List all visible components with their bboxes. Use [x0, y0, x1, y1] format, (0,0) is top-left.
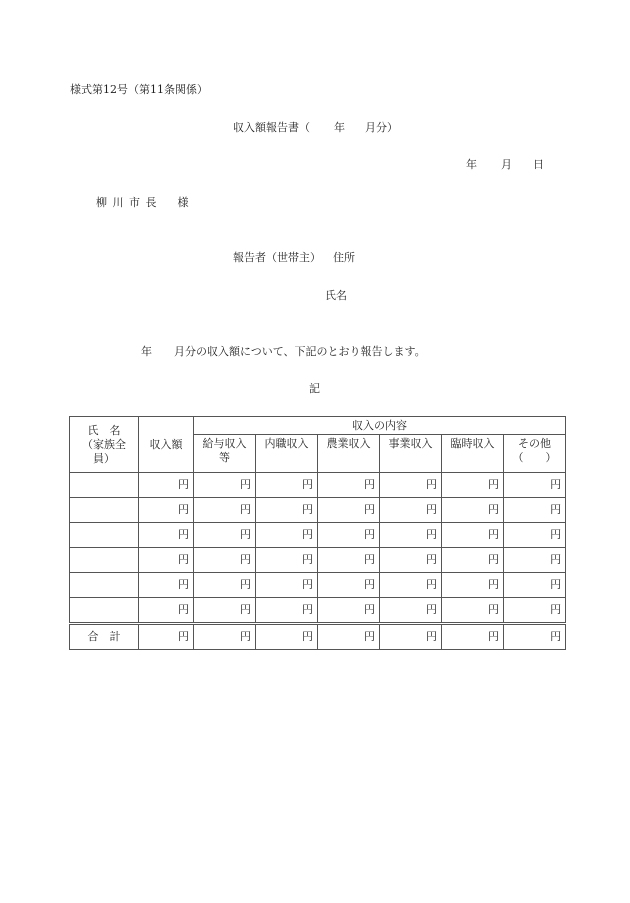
yen-unit: 円: [240, 603, 251, 616]
total-amount-cell[interactable]: [380, 624, 442, 650]
yen-unit: 円: [488, 528, 499, 541]
yen-unit: 円: [426, 553, 437, 566]
yen-unit: 円: [240, 578, 251, 591]
statement-year: 年: [141, 345, 152, 358]
income-amount-cell[interactable]: [139, 498, 194, 523]
family-member-name-cell[interactable]: [70, 598, 139, 624]
income-detail-cell[interactable]: [194, 473, 256, 498]
yen-unit: 円: [302, 528, 313, 541]
yen-unit: 円: [240, 528, 251, 541]
income-detail-cell[interactable]: [442, 498, 504, 523]
income-table: [69, 416, 566, 650]
income-detail-cell[interactable]: [442, 548, 504, 573]
table-row: [70, 498, 566, 523]
date-day: 日: [533, 158, 544, 171]
table-row: [70, 573, 566, 598]
yen-unit: 円: [364, 553, 375, 566]
yen-unit: 円: [364, 603, 375, 616]
yen-unit: 円: [488, 553, 499, 566]
yen-unit: 円: [178, 630, 189, 643]
yen-unit: 円: [178, 478, 189, 491]
total-amount-cell[interactable]: [256, 624, 318, 650]
yen-unit: 円: [302, 503, 313, 516]
income-amount-cell[interactable]: [139, 548, 194, 573]
table-row: [70, 548, 566, 573]
yen-unit: 円: [364, 528, 375, 541]
total-amount-cell[interactable]: [318, 624, 380, 650]
yen-unit: 円: [302, 478, 313, 491]
addressee-name: 柳 川 市 長: [96, 196, 158, 209]
title-month: 月分）: [365, 121, 398, 134]
title-year: 年: [334, 121, 345, 134]
address-label: 住所: [333, 251, 355, 264]
date-year: 年: [466, 158, 477, 171]
date-month: 月: [501, 158, 512, 171]
yen-unit: 円: [550, 528, 562, 541]
income-amount-cell[interactable]: [139, 523, 194, 548]
category-header: 収入の内容: [194, 417, 566, 435]
yen-unit: 円: [550, 603, 562, 616]
sub-header-piecework: 内職収入: [256, 435, 318, 473]
income-detail-cell[interactable]: [442, 523, 504, 548]
statement: [141, 345, 426, 359]
income-detail-cell[interactable]: [504, 548, 566, 573]
income-detail-cell[interactable]: [256, 573, 318, 598]
income-detail-cell[interactable]: [442, 573, 504, 598]
sub-header-other: [504, 435, 566, 473]
reporter-label: 報告者（世帯主）: [233, 251, 321, 264]
yen-unit: 円: [488, 578, 499, 591]
income-detail-cell[interactable]: [194, 598, 256, 624]
income-detail-cell[interactable]: [194, 498, 256, 523]
total-amount-cell[interactable]: [442, 624, 504, 650]
table-row: [70, 523, 566, 548]
income-detail-cell[interactable]: [318, 498, 380, 523]
yen-unit: 円: [302, 630, 313, 643]
yen-unit: 円: [240, 503, 251, 516]
sub-header-business: 事業収入: [380, 435, 442, 473]
yen-unit: 円: [178, 578, 189, 591]
income-detail-cell[interactable]: [442, 473, 504, 498]
addressee-honorific: 様: [177, 196, 190, 209]
total-amount-cell[interactable]: [504, 624, 566, 650]
income-detail-cell[interactable]: [504, 573, 566, 598]
yen-unit: 円: [550, 503, 562, 516]
income-detail-cell[interactable]: [256, 598, 318, 624]
total-amount-cell[interactable]: [194, 624, 256, 650]
family-member-name-cell[interactable]: [70, 523, 139, 548]
yen-unit: 円: [426, 503, 437, 516]
income-detail-cell[interactable]: [318, 473, 380, 498]
yen-unit: 円: [364, 478, 375, 491]
family-member-name-cell[interactable]: [70, 473, 139, 498]
yen-unit: 円: [364, 630, 375, 643]
income-detail-cell[interactable]: [256, 498, 318, 523]
income-detail-cell[interactable]: [504, 473, 566, 498]
income-detail-cell[interactable]: [380, 473, 442, 498]
family-member-name-cell[interactable]: [70, 498, 139, 523]
income-amount-cell[interactable]: [139, 598, 194, 624]
amount-header: 収入額: [139, 417, 194, 473]
yen-unit: 円: [426, 603, 437, 616]
income-detail-cell[interactable]: [380, 598, 442, 624]
yen-unit: 円: [240, 478, 251, 491]
yen-unit: 円: [302, 578, 313, 591]
income-amount-cell[interactable]: [139, 573, 194, 598]
yen-unit: 円: [426, 478, 437, 491]
name-header: [70, 417, 139, 473]
income-detail-cell[interactable]: [380, 573, 442, 598]
income-detail-cell[interactable]: [504, 523, 566, 548]
family-member-name-cell[interactable]: [70, 573, 139, 598]
income-detail-cell[interactable]: [380, 548, 442, 573]
income-detail-cell[interactable]: [318, 548, 380, 573]
total-row: [70, 624, 566, 650]
yen-unit: 円: [426, 578, 437, 591]
sub-header-other-paren: （ ）: [512, 451, 557, 464]
yen-unit: 円: [178, 503, 189, 516]
ki-heading: 記: [309, 382, 320, 395]
income-detail-cell[interactable]: [318, 598, 380, 624]
yen-unit: 円: [178, 553, 189, 566]
income-detail-cell[interactable]: [194, 548, 256, 573]
income-detail-cell[interactable]: [256, 523, 318, 548]
yen-unit: 円: [302, 553, 313, 566]
sub-header-farming: 農業収入: [318, 435, 380, 473]
yen-unit: 円: [364, 578, 375, 591]
addressee: [96, 196, 190, 210]
income-detail-cell[interactable]: [380, 498, 442, 523]
title-prefix: 収入額報告書（: [233, 121, 310, 134]
yen-unit: 円: [364, 503, 375, 516]
income-detail-cell[interactable]: [504, 598, 566, 624]
yen-unit: 円: [488, 503, 499, 516]
total-label: 合 計: [70, 624, 139, 650]
reporter-line: [233, 251, 355, 265]
yen-unit: 円: [488, 478, 499, 491]
table-row: [70, 598, 566, 624]
total-amount-cell[interactable]: [139, 624, 194, 650]
name-header-line1: 氏 名: [87, 423, 121, 437]
yen-unit: 円: [426, 630, 437, 643]
form-number: 様式第12号（第11条関係）: [70, 83, 208, 96]
yen-unit: 円: [426, 528, 437, 541]
yen-unit: 円: [488, 603, 499, 616]
income-amount-cell[interactable]: [139, 473, 194, 498]
yen-unit: 円: [488, 630, 499, 643]
income-detail-cell[interactable]: [256, 473, 318, 498]
income-detail-cell[interactable]: [318, 523, 380, 548]
statement-text: 月分の収入額について、下記のとおり報告します。: [174, 345, 426, 358]
income-detail-cell[interactable]: [318, 573, 380, 598]
yen-unit: 円: [178, 603, 189, 616]
yen-unit: 円: [550, 630, 562, 643]
yen-unit: 円: [550, 553, 562, 566]
yen-unit: 円: [240, 553, 251, 566]
name-label: 氏名: [325, 289, 347, 302]
income-detail-cell[interactable]: [194, 573, 256, 598]
income-detail-cell[interactable]: [380, 523, 442, 548]
yen-unit: 円: [302, 603, 313, 616]
yen-unit: 円: [240, 630, 251, 643]
family-member-name-cell[interactable]: [70, 548, 139, 573]
name-header-line2: （家族全員）: [82, 437, 126, 465]
yen-unit: 円: [550, 478, 562, 491]
document-title: [233, 121, 398, 135]
yen-unit: 円: [178, 528, 189, 541]
income-detail-cell[interactable]: [194, 523, 256, 548]
income-detail-cell[interactable]: [504, 498, 566, 523]
sub-header-other-label: その他: [518, 437, 552, 450]
income-detail-cell[interactable]: [256, 548, 318, 573]
table-row: [70, 473, 566, 498]
sub-header-salary: 給与収入等: [194, 435, 256, 473]
yen-unit: 円: [550, 578, 562, 591]
report-date: [466, 158, 544, 172]
sub-header-temporary: 臨時収入: [442, 435, 504, 473]
income-detail-cell[interactable]: [442, 598, 504, 624]
